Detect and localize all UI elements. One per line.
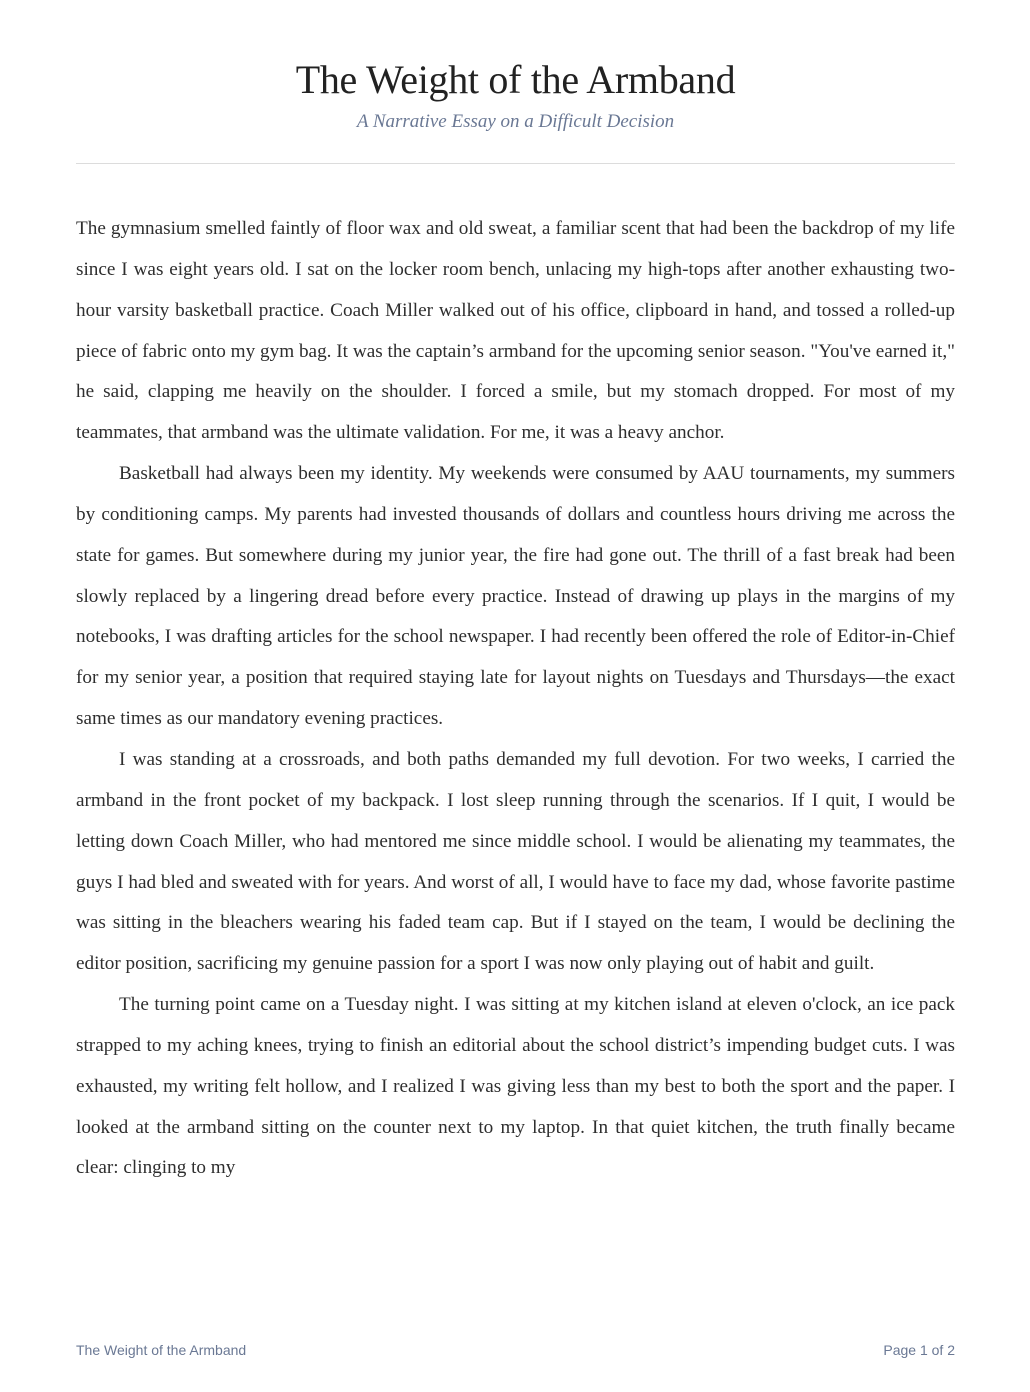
header-divider <box>76 163 955 164</box>
paragraph: The turning point came on a Tuesday night. I was sitting at my kitchen island at eleven o'clock, an ice pack strapped to my aching knees, trying to finish an editorial about the school district’s impending budget cuts. I was exhausted, my writing felt hollow, and I realized I was giving less than my best to both the sport and the paper. I looked at the armband sitting on the counter next to my laptop. In that quiet kitchen, the truth finally became clear: clinging to my <box>76 994 955 1179</box>
paragraph: The gymnasium smelled faintly of floor wax and old sweat, a familiar scent that had been the backdrop of my life since I was eight years old. I sat on the locker room bench, unlacing my high-tops after another exhausting two-hour varsity basketball practice. Coach Miller walked out of his office, clipboard in hand, and tossed a rolled-up piece of fabric onto my gym bag. It was the captain’s armband for the upcoming senior season. "You've earned it," he said, clapping me heavily on the shoulder. I forced a smile, but my stomach dropped. For most of my teammates, that armband was the ultimate validation. For me, it was a heavy anchor. <box>76 218 955 444</box>
document-page <box>76 0 955 1179</box>
page-subtitle: A Narrative Essay on a Difficult Decision <box>356 111 675 132</box>
page-footer <box>76 1342 955 1358</box>
essay-body <box>76 209 955 1319</box>
document-header <box>76 0 955 164</box>
paragraph: I was standing at a crossroads, and both paths demanded my full devotion. For two weeks, I carried the armband in the front pocket of my backpack. I lost sleep running through the scenarios. If I quit, I would be letting down Coach Miller, who had mentored me since middle school. I would be alienating my teammates, the guys I had bled and sweated with for years. And worst of all, I would have to face my dad, whose favorite pastime was sitting in the bleachers wearing his faded team cap. But if I stayed on the team, I would be declining the editor position, sacrificing my genuine passion for a sport I was now only playing out of habit and guilt. <box>76 748 955 975</box>
footer-document-title: The Weight of the Armband <box>76 1342 247 1358</box>
page-title: The Weight of the Armband <box>295 57 736 102</box>
footer-page-number: Page 1 of 2 <box>883 1342 955 1358</box>
paragraph: Basketball had always been my identity. My weekends were consumed by AAU tournaments, my summers by conditioning camps. My parents had invested thousands of dollars and countless hours driving me across the state for games. But somewhere during my junior year, the fire had gone out. The thrill of a fast break had been slowly replaced by a lingering dread before every practice. Instead of drawing up plays in the margins of my notebooks, I was drafting articles for the school newspaper. I had recently been offered the role of Editor-in-Chief for my senior year, a position that required staying late for layout nights on Tuesdays and Thursdays—the exact same times as our mandatory evening practices. <box>76 463 955 730</box>
